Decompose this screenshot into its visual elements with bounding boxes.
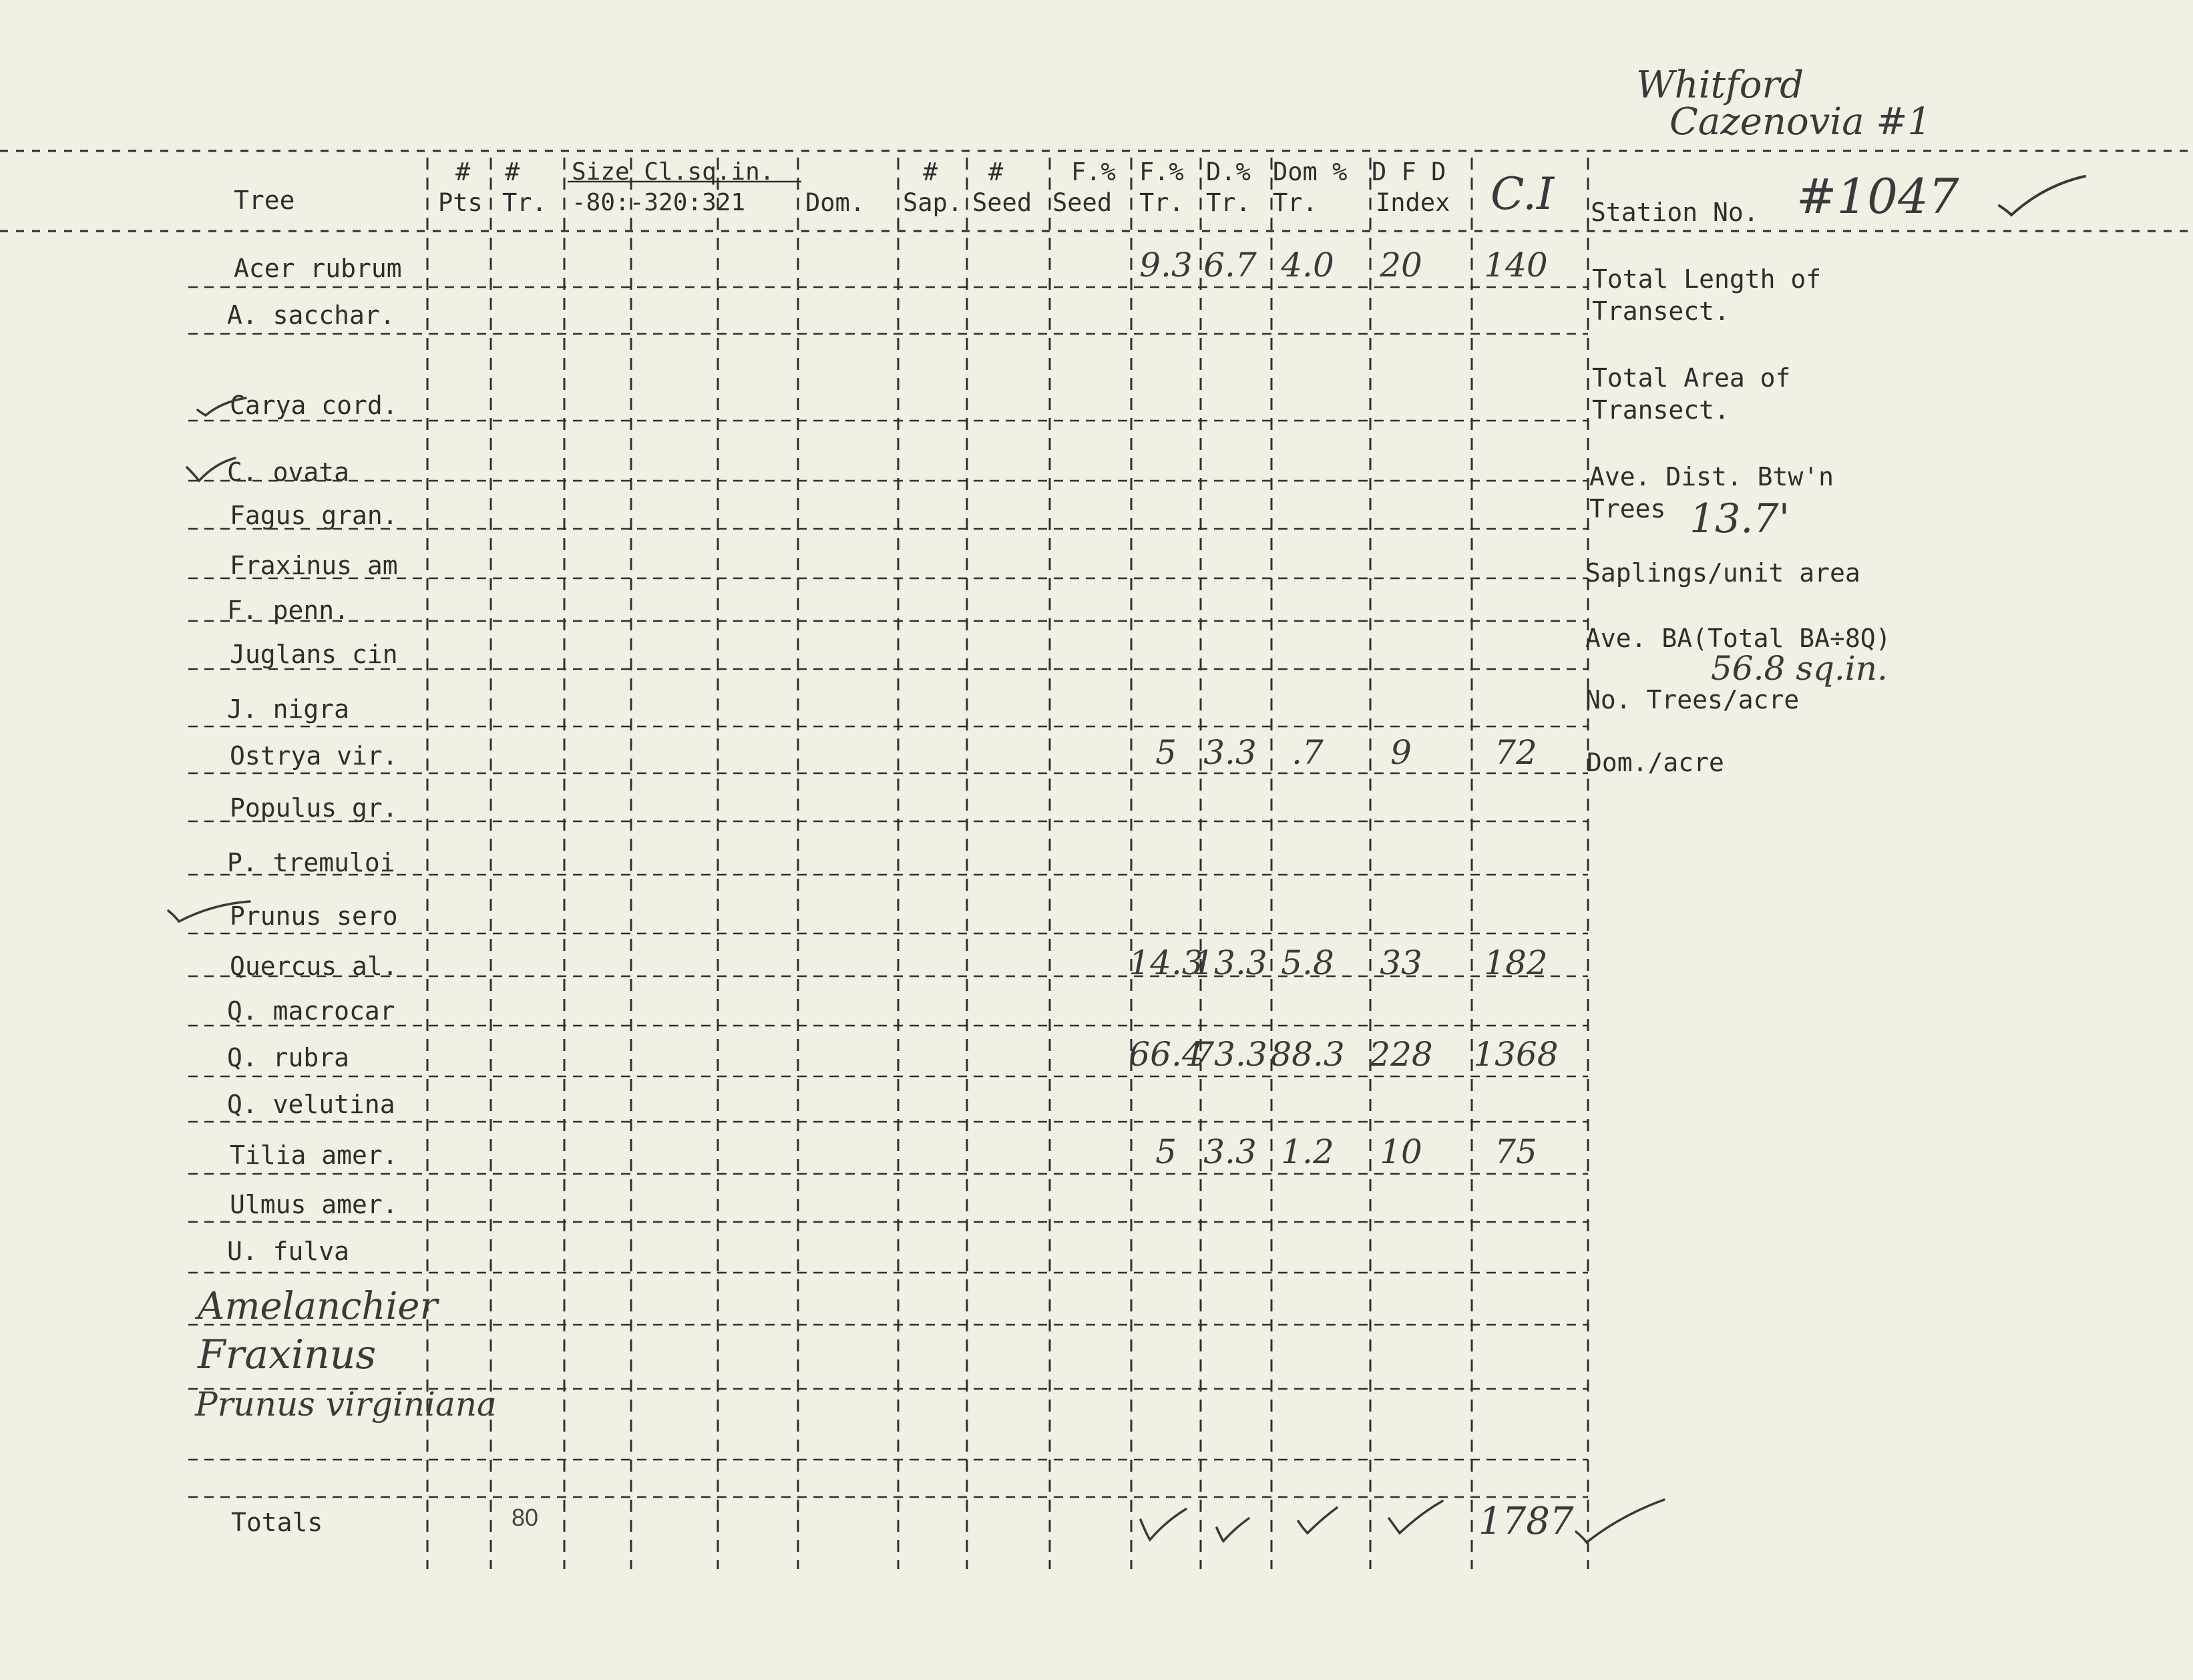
totals-domtr-check-icon	[1294, 1505, 1341, 1538]
header-tr-top: #	[505, 158, 520, 186]
header-ftr-top: F.%	[1139, 158, 1184, 186]
cell-domtr: 5.8	[1281, 943, 1334, 982]
station-label: Station No.	[1591, 198, 1759, 227]
header-domtr-top: Dom %	[1273, 158, 1348, 186]
header-tr-bottom: Tr.	[502, 188, 547, 217]
handwritten-species-1: Amelanchier	[198, 1285, 438, 1328]
header-size-top: Size Cl.sq.in.	[572, 158, 775, 186]
tree-name: Ostrya vir.	[230, 741, 398, 771]
header-dom: Dom.	[805, 188, 865, 217]
tree-name: Carya cord.	[230, 391, 398, 420]
header-dfd-top: D F D	[1372, 158, 1446, 186]
station-value: #1047	[1796, 168, 1959, 224]
cell-dtr: 3.3	[1203, 1132, 1257, 1171]
sidebar-total-area: Total Area of Transect.	[1592, 363, 1791, 425]
cell-dfd: 10	[1380, 1132, 1422, 1171]
header-size-bottom: -80:-320:321	[572, 189, 746, 216]
totals-label: Totals	[231, 1508, 323, 1537]
tree-name: J. nigra	[227, 694, 350, 724]
totals-dfd-check-icon	[1385, 1498, 1445, 1538]
tree-name: Quercus al.	[230, 952, 398, 981]
header-ftr-bottom: Tr.	[1139, 188, 1184, 217]
header-dtr-bottom: Tr.	[1206, 188, 1251, 217]
tree-name: Q. macrocar	[227, 996, 395, 1026]
cell-ftr: 14.3	[1129, 943, 1203, 982]
header-dtr-top: D.%	[1206, 158, 1251, 186]
cell-dfd: 9	[1390, 733, 1412, 772]
top-note-line2: Cazenovia #1	[1669, 100, 1931, 144]
cell-domtr: 1.2	[1281, 1132, 1334, 1171]
tree-name: Fagus gran.	[230, 501, 398, 530]
header-domtr-bottom: Tr.	[1273, 188, 1318, 217]
tree-name: Q. rubra	[227, 1043, 350, 1072]
totals-ci-check-icon	[1573, 1496, 1667, 1549]
sidebar-trees-acre: No. Trees/acre	[1585, 685, 1800, 714]
row-check-icon	[184, 454, 238, 485]
sidebar-total-length: Total Length of Transect.	[1592, 264, 1822, 326]
cell-ftr: 66.4	[1129, 1035, 1203, 1074]
cell-dtr: 13.3	[1193, 943, 1267, 982]
totals-ftr-check-icon	[1137, 1506, 1190, 1546]
header-sap-bottom: Sap.	[903, 188, 963, 217]
tree-name: Prunus sero	[230, 901, 398, 931]
tree-name: Populus gr.	[230, 793, 398, 823]
cell-domtr: 88.3	[1270, 1035, 1345, 1074]
header-fseed-top: F.%	[1071, 158, 1116, 186]
cell-dtr: 3.3	[1203, 733, 1257, 772]
cell-ci: 140	[1484, 246, 1548, 284]
sidebar-saplings: Saplings/unit area	[1585, 558, 1860, 588]
tree-name: C. ovata	[227, 457, 350, 487]
tree-name: Tilia amer.	[230, 1140, 398, 1170]
tree-name: P. tremuloi	[227, 848, 395, 877]
cell-dfd: 20	[1380, 246, 1422, 284]
tree-name: A. sacchar.	[227, 300, 395, 330]
cell-ci: 1368	[1473, 1035, 1559, 1074]
sidebar-ave-dist-value: 13.7'	[1689, 495, 1790, 542]
tree-name: Ulmus amer.	[230, 1190, 398, 1219]
cell-dtr: 6.7	[1203, 246, 1257, 284]
cell-ci: 75	[1494, 1132, 1537, 1171]
cell-ci: 182	[1484, 943, 1548, 982]
cell-domtr: .7	[1291, 733, 1324, 772]
cell-dfd: 228	[1369, 1035, 1433, 1074]
sidebar-dom-acre: Dom./acre	[1587, 748, 1724, 777]
sidebar-ave-ba-value: 56.8 sq.in.	[1711, 649, 1888, 688]
cell-ftr: 9.3	[1139, 246, 1193, 284]
cell-dtr: 73.3	[1193, 1035, 1267, 1074]
sidebar-ave-dist-1: Ave. Dist. Btw'n	[1589, 462, 1834, 491]
header-dfd-bottom: Index	[1376, 188, 1450, 217]
cell-ftr: 5	[1155, 1132, 1177, 1171]
tree-name: Fraxinus am	[230, 551, 398, 580]
header-pts-bottom: Pts	[438, 188, 483, 217]
cell-domtr: 4.0	[1281, 246, 1334, 284]
tree-name: U. fulva	[227, 1237, 350, 1266]
tree-name: F. penn.	[227, 596, 350, 625]
handwritten-species-2: Fraxinus	[198, 1331, 377, 1378]
totals-ci: 1787	[1478, 1500, 1574, 1543]
tree-name: Acer rubrum	[234, 254, 402, 283]
cell-ftr: 5	[1155, 733, 1177, 772]
header-seed-top: #	[988, 158, 1004, 186]
header-tree: Tree	[234, 186, 295, 215]
sidebar-ave-ba: Ave. BA(Total BA÷8Q)	[1585, 624, 1891, 653]
handwritten-species-3: Prunus virginiana	[195, 1385, 497, 1424]
tree-name: Juglans cin	[230, 640, 398, 669]
header-sap-top: #	[923, 158, 938, 186]
header-seed-bottom: Seed	[972, 188, 1032, 217]
totals-dtr-check-icon	[1213, 1514, 1253, 1548]
station-check-icon	[1997, 172, 2090, 219]
cell-ci: 72	[1494, 733, 1537, 772]
row-check-icon	[195, 393, 248, 419]
header-pts-top: #	[455, 158, 471, 186]
tree-name: Q. velutina	[227, 1090, 395, 1119]
header-fseed-bottom: Seed	[1052, 188, 1113, 217]
totals-tr: 80	[512, 1504, 539, 1531]
header-ci: C.I	[1490, 168, 1555, 220]
sidebar-ave-dist-2: Trees	[1589, 494, 1666, 523]
top-note-line1: Whitford	[1636, 63, 1804, 107]
cell-dfd: 33	[1380, 943, 1422, 982]
row-check-icon	[166, 899, 252, 925]
